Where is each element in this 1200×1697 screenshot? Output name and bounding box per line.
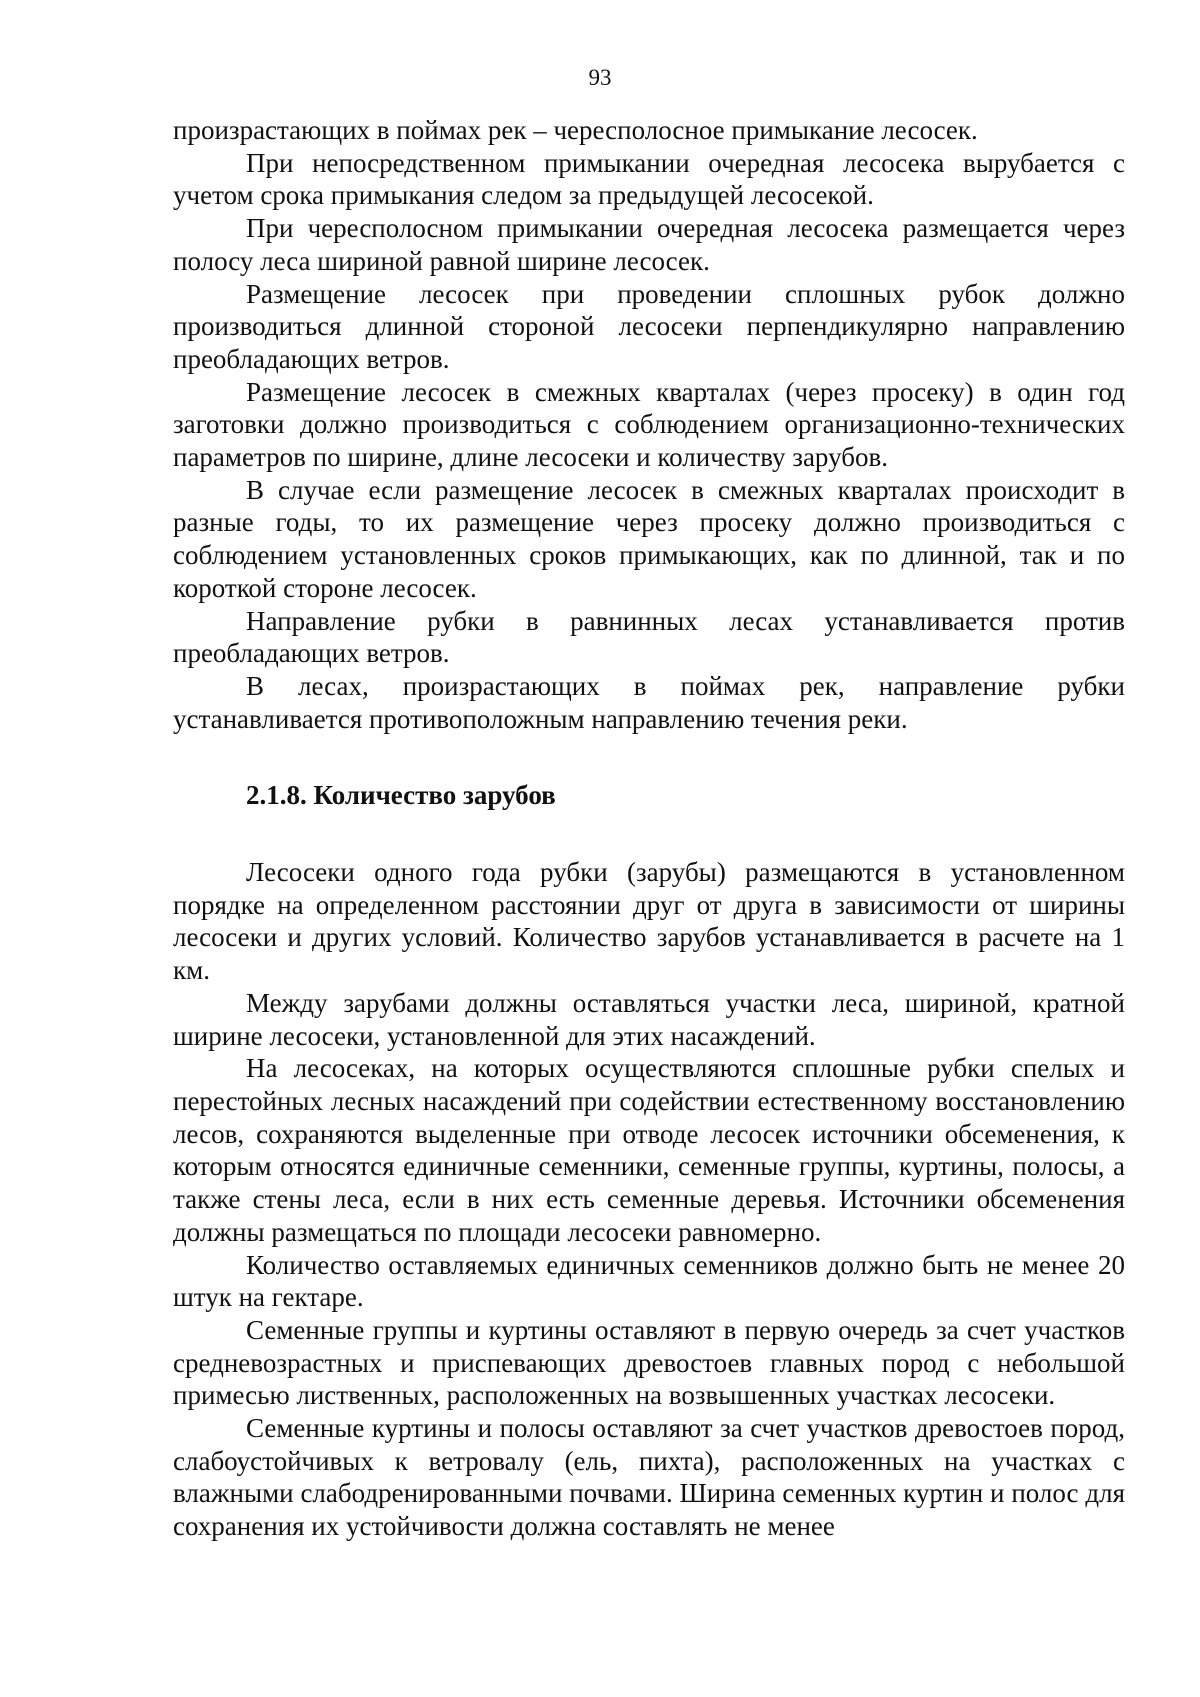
page-number: 93 bbox=[588, 65, 612, 90]
paragraph: Между зарубами должны оставляться участки леса, шириной, кратной ширине лесосеки, установленной для этих насаждений. bbox=[173, 987, 1125, 1051]
paragraph: Размещение лесосек при проведении сплошных рубок должно производиться длинной стороной лесосеки перпендикулярно направлению преобладающих ветров. bbox=[173, 278, 1125, 374]
paragraph: При чересполосном примыкании очередная лесосека размещается через полосу леса шириной равной ширине лесосек. bbox=[173, 213, 1125, 276]
paragraph: Количество оставляемых единичных семенников должно быть не менее 20 штук на гектаре. bbox=[173, 1249, 1125, 1313]
paragraph: Направление рубки в равнинных лесах устанавливается против преобладающих ветров. bbox=[173, 605, 1125, 669]
paragraph: Размещение лесосек в смежных кварталах (через просеку) в один год заготовки должно производиться с соблюдением организационно-технических параметров по ширине, длине лесосеки и количеству зарубов. bbox=[173, 376, 1125, 473]
paragraph: В случае если размещение лесосек в смежных кварталах происходит в разные годы, то их размещение через просеку должно производиться с соблюдением установленных сроков примыкающих, как по длинной, так и по короткой стороне лесосек. bbox=[173, 474, 1125, 603]
paragraph: Семенные куртины и полосы оставляют за счет участков древостоев пород, слабоустойчивых к ветровалу (ель, пихта), расположенных на участках с влажными слабодренированными почвами. Ширина семенных куртин и полос для сохранения их устойчивости должна составлять не менее bbox=[173, 1413, 1125, 1542]
paragraph: При непосредственном примыкании очередная лесосека вырубается с учетом срока примыкания следом за предыдущей лесосекой. bbox=[173, 147, 1125, 211]
paragraph: В лесах, произрастающих в поймах рек, направление рубки устанавливается противоположным направлению течения реки. bbox=[173, 670, 1125, 734]
page-body bbox=[173, 114, 1125, 1543]
paragraph-continuation: произрастающих в поймах рек – чересполосное примыкание лесосек. bbox=[173, 115, 978, 145]
paragraph: На лесосеках, на которых осуществляются сплошные рубки спелых и перестойных лесных насаждений при содействии естественному восстановлению лесов, сохраняются выделенные при отводе лесосек источники обсеменения, к которым относятся единичные семенники, семенные группы, куртины, полосы, а также стены леса, если в них есть семенные деревья. Источники обсеменения должны размещаться по площади лесосеки равномерно. bbox=[173, 1053, 1125, 1247]
paragraph: Лесосеки одного года рубки (зарубы) размещаются в установленном порядке на определенном расстоянии друг от друга в зависимости от ширины лесосеки и других условий. Количество зарубов устанавливается в расчете на 1 км. bbox=[173, 857, 1125, 986]
section-heading: 2.1.8. Количество зарубов bbox=[246, 780, 556, 811]
paragraph: Семенные группы и куртины оставляют в первую очередь за счет участков средневозрастных и приспевающих древостоев главных пород с небольшой примесью лиственных, расположенных на возвышенных участках лесосеки. bbox=[173, 1314, 1125, 1411]
